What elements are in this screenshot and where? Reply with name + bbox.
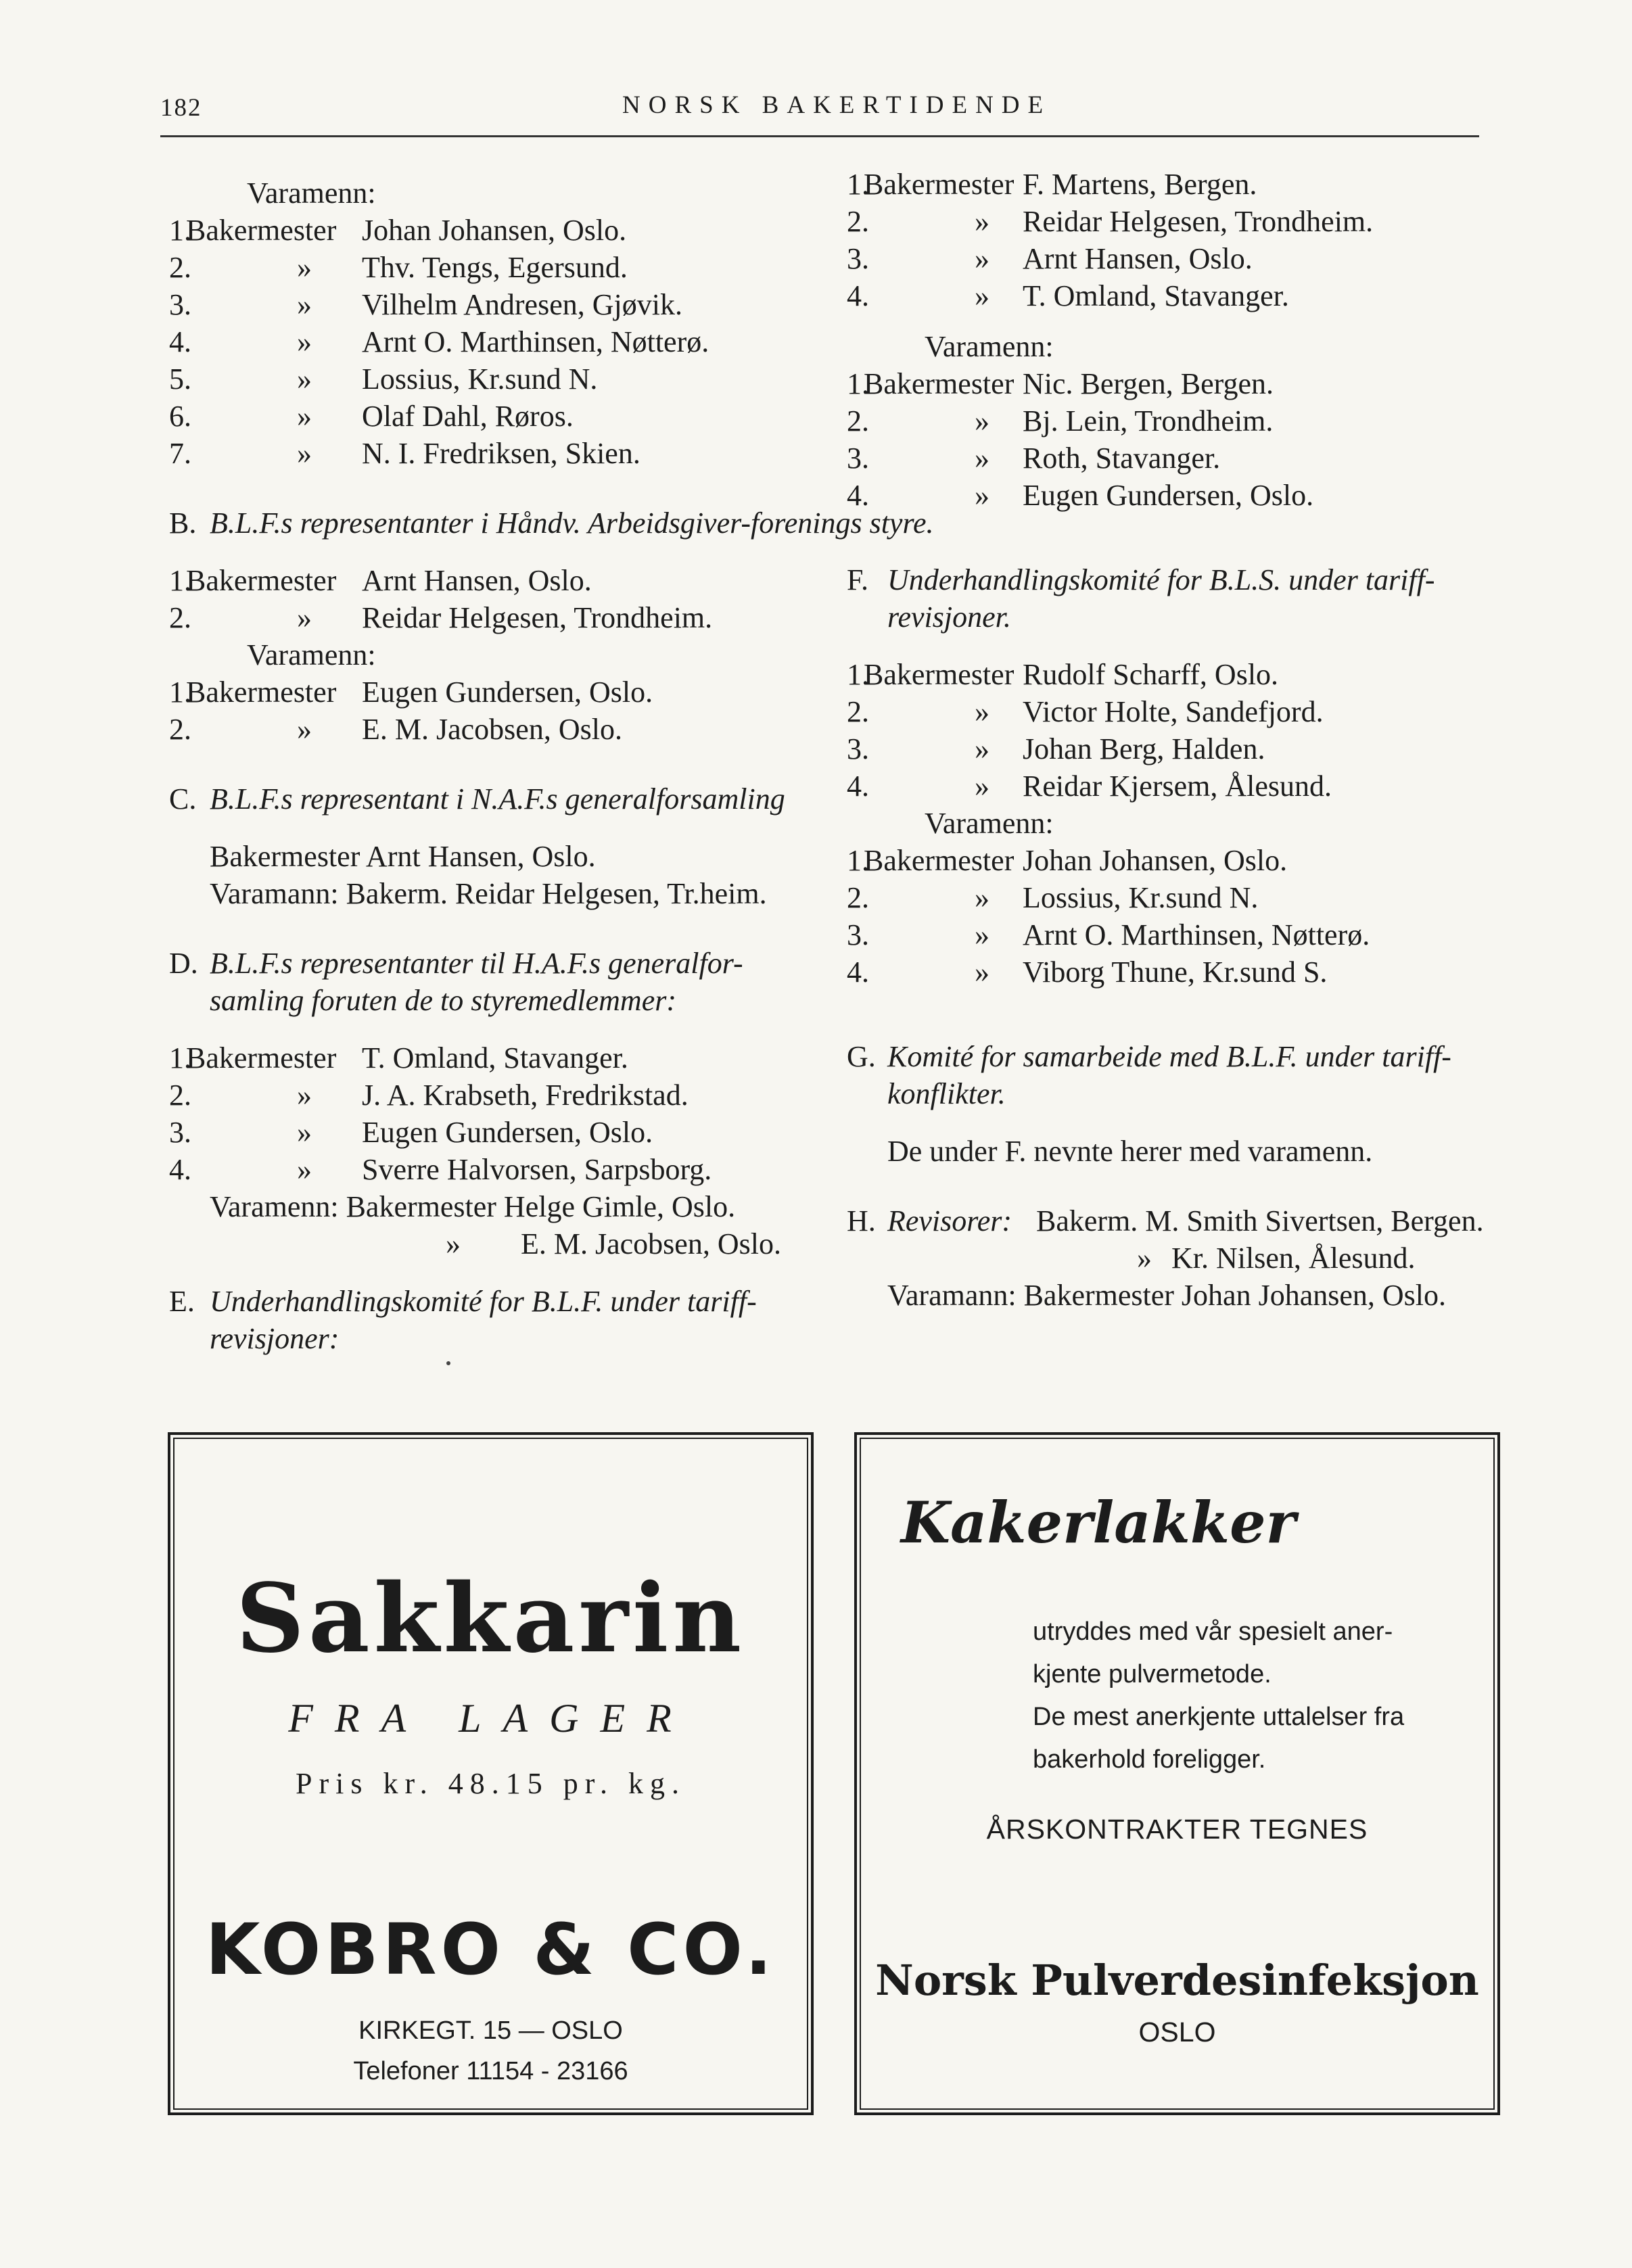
item-name: Lossius, Kr.sund N. (362, 362, 598, 396)
item-number: 2. (847, 404, 869, 438)
text-line: Varamann: Bakerm. Reidar Helgesen, Tr.heim. (210, 877, 767, 910)
item-number: 4. (847, 770, 869, 803)
item-name: Arnt Hansen, Oslo. (1023, 242, 1253, 275)
section-h: H. Revisorer: Bakerm. M. Smith Sivertsen, Bergen. (847, 1202, 1496, 1239)
journal-title: NORSK BAKERTIDENDE (622, 91, 1052, 119)
item-title: » (975, 479, 989, 512)
item-title: » (975, 442, 989, 475)
item-title: Bakermester (186, 214, 337, 247)
item-number: 2. (169, 251, 191, 284)
item-number: 2. (169, 601, 191, 634)
item-number: 4. (169, 325, 191, 358)
item-number: 4. (847, 955, 869, 989)
varamenn-list (847, 365, 1496, 514)
item-name: F. Martens, Bergen. (1023, 168, 1257, 201)
list-item (847, 953, 1496, 991)
item-title: » (297, 251, 312, 284)
list-item (169, 212, 818, 249)
varamenn-list (169, 212, 818, 472)
item-name: Eugen Gundersen, Oslo. (362, 1116, 653, 1149)
members-list (169, 1039, 818, 1188)
list-item (847, 440, 1496, 477)
item-number: 4. (847, 479, 869, 512)
section-title: Underhandlingskomité for B.L.F. under tariff-revisjoner: (210, 1285, 757, 1355)
varamenn-heading: Varamenn: (925, 330, 1054, 363)
item-title: Bakermester (186, 1041, 337, 1074)
ad-price: Pris kr. 48.15 pr. kg. (296, 1767, 686, 1800)
varamenn-heading: Varamenn: (247, 638, 376, 671)
item-name: Bj. Lein, Trondheim. (1023, 404, 1274, 438)
item-name: Rudolf Scharff, Oslo. (1023, 658, 1279, 691)
members-list (847, 166, 1496, 314)
item-title: Bakermester (864, 844, 1015, 877)
list-item (169, 323, 818, 360)
list-item (847, 365, 1496, 402)
list-item (847, 240, 1496, 277)
item-title: » (297, 1153, 312, 1186)
list-item (847, 916, 1496, 953)
section-g (847, 1038, 1496, 1112)
item-name: Reidar Helgesen, Trondheim. (362, 601, 713, 634)
text-line: Varamann: Bakermester Johan Johansen, Oslo. (887, 1279, 1447, 1312)
company-phone: Telefoner 11154 - 23166 (353, 2057, 628, 2085)
item-title: Bakermester (186, 564, 337, 597)
item-number: 2. (847, 881, 869, 914)
section-title: B.L.F.s representanter i Håndv. Arbeidsgiver-forenings styre. (210, 506, 934, 540)
item-number: 3. (169, 1116, 191, 1149)
item-title: » (975, 695, 989, 728)
list-item (847, 879, 1496, 916)
item-title: » (975, 242, 989, 275)
item-number: 2. (169, 1079, 191, 1112)
item-title: » (297, 713, 312, 746)
section-letter: C. (169, 782, 197, 816)
members-list (169, 562, 818, 636)
ad-sakkarin (168, 1432, 814, 2115)
item-title: » (297, 1116, 312, 1149)
ad-line: De mest anerkjente uttalelser fra (1033, 1703, 1405, 1731)
item-title: » (297, 437, 312, 470)
item-name: Sverre Halvorsen, Sarpsborg. (362, 1153, 712, 1186)
item-name: Reidar Helgesen, Trondheim. (1023, 205, 1374, 238)
text-line: Varamenn: Bakermester Helge Gimle, Oslo. (210, 1190, 736, 1223)
company-city: OSLO (1138, 2016, 1216, 2048)
item-title: » (297, 325, 312, 358)
item-name: Eugen Gundersen, Oslo. (1023, 479, 1314, 512)
item-number: 1. (847, 367, 869, 400)
list-item (169, 1077, 818, 1114)
section-title: B.L.F.s representant i N.A.F.s generalforsamling (210, 782, 785, 816)
list-item (847, 402, 1496, 440)
item-name: Johan Johansen, Oslo. (362, 214, 627, 247)
item-title: » (297, 288, 312, 321)
list-item (169, 1039, 818, 1077)
list-item (169, 360, 818, 398)
item-name: T. Omland, Stavanger. (362, 1041, 628, 1074)
item-name: J. A. Krabseth, Fredrikstad. (362, 1079, 689, 1112)
list-item (847, 656, 1496, 693)
item-name: N. I. Fredriksen, Skien. (362, 437, 640, 470)
sakkarin-logo: Sakkarin (235, 1563, 746, 1674)
section-letter: F. (847, 563, 868, 596)
item-number: 3. (847, 442, 869, 475)
list-item (169, 711, 818, 748)
item-number: 6. (169, 400, 191, 433)
item-number: 1. (847, 658, 869, 691)
list-item (169, 398, 818, 435)
item-name: Eugen Gundersen, Oslo. (362, 676, 653, 709)
item-title: » (975, 770, 989, 803)
item-number: 2. (169, 713, 191, 746)
item-title: » (975, 732, 989, 765)
section-f (847, 561, 1496, 636)
item-number: 3. (847, 242, 869, 275)
item-number: 4. (169, 1153, 191, 1186)
list-item (169, 249, 818, 286)
text-line: De under F. nevnte herer med varamenn. (887, 1135, 1373, 1168)
item-number: 3. (169, 288, 191, 321)
list-item (847, 693, 1496, 730)
item-title: » (975, 918, 989, 951)
item-name: Viborg Thune, Kr.sund S. (1023, 955, 1328, 989)
section-letter: D. (169, 947, 198, 980)
item-title: » (297, 1079, 312, 1112)
company-address: KIRKEGT. 15 — OSLO (358, 2016, 623, 2045)
ad-body (1033, 1611, 1404, 1781)
text-line: Bakermester Arnt Hansen, Oslo. (210, 840, 596, 873)
revisorer-label: Revisorer: (887, 1204, 1012, 1237)
list-item (847, 477, 1496, 514)
list-item (169, 674, 818, 711)
section-e (169, 1283, 818, 1357)
ad-kakerlakker (854, 1432, 1500, 2115)
item-name: T. Omland, Stavanger. (1023, 279, 1289, 312)
ad-title: Kakerlakker (901, 1489, 1296, 1556)
item-name: Johan Berg, Halden. (1023, 732, 1265, 765)
ad-tagline: FRA LAGER (288, 1696, 693, 1741)
item-number: 3. (847, 732, 869, 765)
members-list (847, 656, 1496, 805)
page-number: 182 (160, 94, 202, 122)
item-number: 4. (847, 279, 869, 312)
item-name: E. M. Jacobsen, Oslo. (362, 713, 622, 746)
text-line: » Kr. Nilsen, Ålesund. (1137, 1242, 1416, 1275)
list-item (847, 277, 1496, 314)
stray-mark (446, 1361, 450, 1365)
list-item (169, 1114, 818, 1151)
section-title: Komité for samarbeide med B.L.F. under tariff-konflikter. (887, 1040, 1451, 1110)
section-letter: E. (169, 1285, 195, 1318)
varamenn-list (847, 842, 1496, 991)
item-title: Bakermester (864, 367, 1015, 400)
item-number: 1. (169, 676, 191, 709)
company-name: Norsk Pulverdesinfeksjon (875, 1956, 1479, 2005)
item-number: 2. (847, 205, 869, 238)
list-item (169, 1151, 818, 1188)
left-column (169, 174, 934, 1357)
section-b (169, 504, 934, 542)
list-item (169, 435, 818, 472)
item-name: Nic. Bergen, Bergen. (1023, 367, 1274, 400)
item-name: Vilhelm Andresen, Gjøvik. (362, 288, 682, 321)
item-name: Johan Johansen, Oslo. (1023, 844, 1288, 877)
varamenn-list (169, 674, 818, 748)
list-item (847, 730, 1496, 767)
item-name: Arnt O. Marthinsen, Nøtterø. (362, 325, 709, 358)
item-number: 5. (169, 362, 191, 396)
section-letter: B. (169, 506, 197, 540)
item-number: 1. (169, 214, 191, 247)
item-name: Arnt O. Marthinsen, Nøtterø. (1023, 918, 1370, 951)
item-title: » (975, 404, 989, 438)
item-name: Olaf Dahl, Røros. (362, 400, 574, 433)
item-title: » (975, 955, 989, 989)
item-name: Roth, Stavanger. (1023, 442, 1221, 475)
item-name: Victor Holte, Sandefjord. (1023, 695, 1324, 728)
item-title: » (297, 601, 312, 634)
item-title: Bakermester (864, 658, 1015, 691)
item-title: Bakermester (864, 168, 1015, 201)
varamenn-heading: Varamenn: (247, 176, 376, 210)
item-number: 7. (169, 437, 191, 470)
section-title: B.L.F.s representanter til H.A.F.s generalfor-samling foruten de to styremedlemmer: (210, 947, 743, 1017)
ad-line: bakerhold foreligger. (1033, 1745, 1266, 1774)
list-item (169, 562, 818, 599)
ad-line: kjente pulvermetode. (1033, 1660, 1272, 1688)
item-name: Thv. Tengs, Egersund. (362, 251, 628, 284)
item-title: » (975, 205, 989, 238)
right-column (847, 166, 1496, 1314)
section-c (169, 780, 818, 818)
item-title: Bakermester (186, 676, 337, 709)
item-number: 1. (169, 564, 191, 597)
text-line: » E. M. Jacobsen, Oslo. (446, 1227, 781, 1260)
contracts-notice: ÅRSKONTRAKTER TEGNES (986, 1814, 1368, 1845)
section-letter: G. (847, 1040, 876, 1073)
item-number: 2. (847, 695, 869, 728)
item-title: » (975, 881, 989, 914)
company-name: KOBRO & CO. (205, 1908, 776, 1991)
item-name: Lossius, Kr.sund N. (1023, 881, 1259, 914)
list-item (169, 599, 818, 636)
item-number: 3. (847, 918, 869, 951)
list-item (847, 767, 1496, 805)
item-title: » (297, 362, 312, 396)
item-number: 1. (847, 844, 869, 877)
list-item (847, 166, 1496, 203)
section-title: Underhandlingskomité for B.L.S. under tariff-revisjoner. (887, 563, 1435, 634)
ad-line: utryddes med vår spesielt aner- (1033, 1617, 1393, 1646)
header-rule (160, 135, 1479, 137)
item-number: 1. (169, 1041, 191, 1074)
list-item (169, 286, 818, 323)
varamenn-heading: Varamenn: (925, 807, 1054, 840)
item-number: 1. (847, 168, 869, 201)
list-item (847, 203, 1496, 240)
item-name: Arnt Hansen, Oslo. (362, 564, 592, 597)
list-item (847, 842, 1496, 879)
section-d (169, 945, 818, 1019)
item-title: » (297, 400, 312, 433)
item-title: » (975, 279, 989, 312)
item-name: Reidar Kjersem, Ålesund. (1023, 770, 1332, 803)
